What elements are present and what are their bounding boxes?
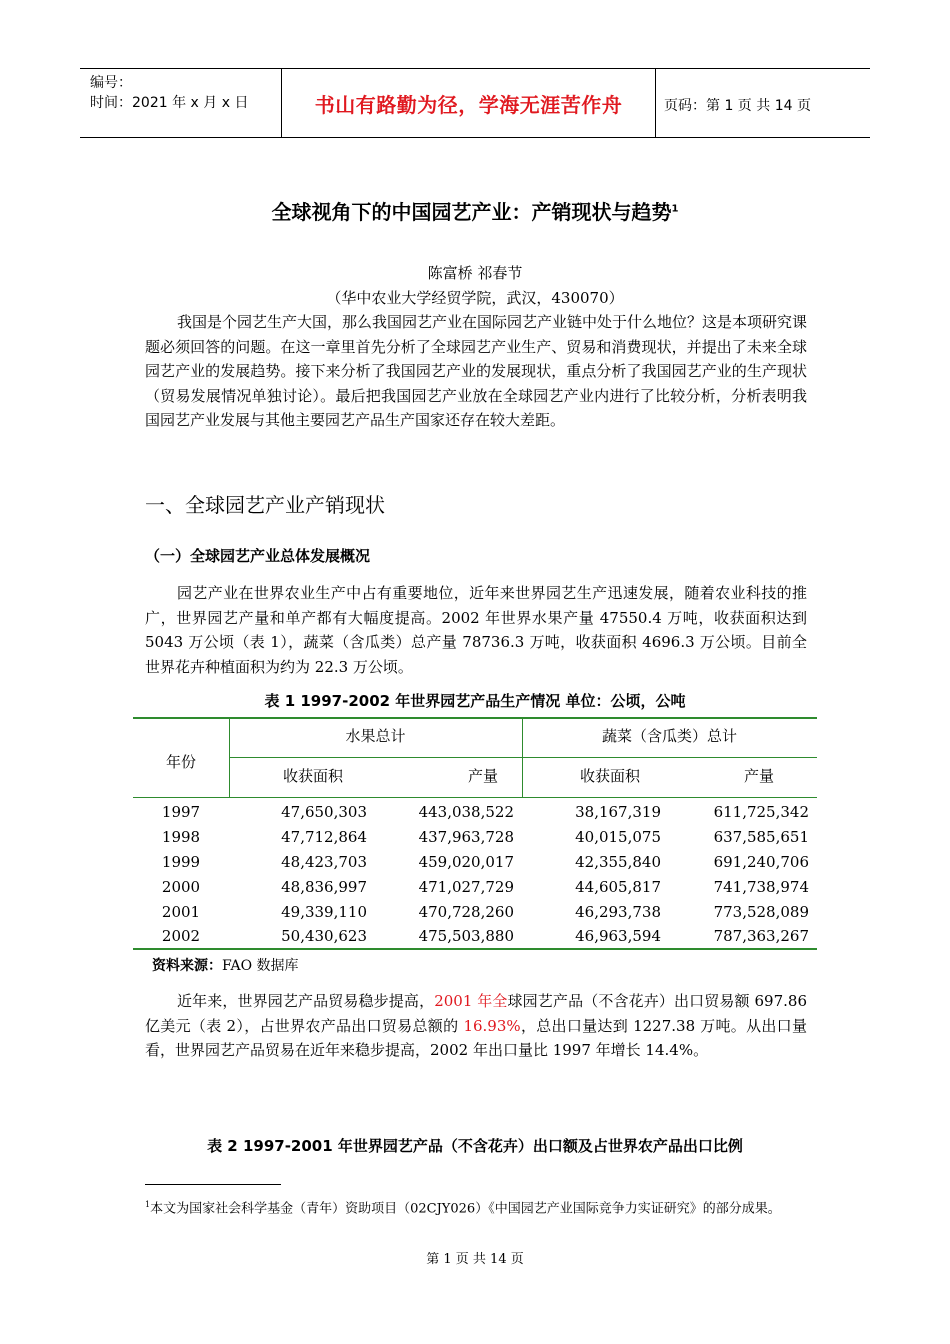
table1 bbox=[133, 717, 817, 950]
affiliation: （华中农业大学经贸学院，武汉，430070） bbox=[326, 289, 624, 307]
veg-prod-cell: 611,725,342 bbox=[713, 803, 809, 821]
fruit-prod-cell: 437,963,728 bbox=[418, 828, 514, 846]
fruit-area-cell: 47,712,864 bbox=[281, 828, 367, 846]
veg-area-cell: 40,015,075 bbox=[575, 828, 661, 846]
year-cell: 2001 bbox=[161, 903, 201, 921]
year-header: 年份 bbox=[165, 753, 196, 771]
production-paragraph: 园艺产业在世界农业生产中占有重要地位，近年来世界园艺生产迅速发展，随着农业科技的推广，世界园艺产量和单产都有大幅度提高。2002 年世界水果产量 47550.4 万吨，收获面积达到 5043 万公顷（表 1），蔬菜（含瓜类）总产量 78736.3 万吨，收获面积 4696.3 万公顷。目前全世界花卉种植面积为约为 22.3 万公顷。 bbox=[145, 584, 807, 676]
fruit-prod-cell: 470,728,260 bbox=[418, 903, 514, 921]
veg-prod-cell: 773,528,089 bbox=[713, 903, 809, 921]
trade-highlight-share: 16.93% bbox=[463, 1016, 521, 1035]
veg-area-cell: 44,605,817 bbox=[575, 878, 661, 896]
fruit-prod-cell: 475,503,880 bbox=[418, 927, 514, 945]
header-meta bbox=[90, 73, 248, 113]
authors: 陈富桥 祁春节 bbox=[427, 264, 523, 282]
veg-prod-header: 产量 bbox=[743, 767, 774, 785]
year-cell: 1999 bbox=[161, 853, 201, 871]
number-label: 编号： bbox=[90, 75, 132, 91]
source-value: FAO 数据库 bbox=[222, 958, 299, 974]
veg-prod-cell: 637,585,651 bbox=[713, 828, 809, 846]
veg-prod-cell: 787,363,267 bbox=[713, 927, 809, 945]
fruit-area-cell: 49,339,110 bbox=[281, 903, 367, 921]
footnote-separator bbox=[145, 1184, 281, 1185]
fruit-prod-cell: 459,020,017 bbox=[418, 853, 514, 871]
veg-area-cell: 46,963,594 bbox=[575, 927, 661, 945]
document-header bbox=[80, 68, 870, 138]
header-page-label: 页码：第 1 页 共 14 页 bbox=[664, 98, 811, 114]
table-row bbox=[133, 927, 817, 952]
document-title bbox=[0, 196, 950, 225]
veg-area-cell: 46,293,738 bbox=[575, 903, 661, 921]
fruit-prod-header: 产量 bbox=[467, 767, 498, 785]
fruit-area-cell: 48,836,997 bbox=[281, 878, 367, 896]
fruit-area-cell: 50,430,623 bbox=[281, 927, 367, 945]
year-cell: 2000 bbox=[161, 878, 201, 896]
footnote-text: 本文为国家社会科学基金（青年）资助项目（02CJY026）《中国园艺产业国际竞争力实证研究》的部分成果。 bbox=[150, 1201, 781, 1217]
title-text: 全球视角下的中国园艺产业：产销现状与趋势 bbox=[271, 200, 672, 224]
veg-area-cell: 42,355,840 bbox=[575, 853, 661, 871]
page-number: 第 1 页 共 14 页 bbox=[426, 1252, 524, 1267]
header-motto: 书山有路勤为径，学海无涯苦作舟 bbox=[314, 92, 623, 117]
table-row bbox=[133, 803, 817, 828]
header-motto-box bbox=[281, 69, 656, 137]
source-label: 资料来源： bbox=[152, 958, 222, 974]
fruit-group-header: 水果总计 bbox=[345, 727, 406, 745]
table1-source bbox=[152, 955, 299, 975]
footnote bbox=[145, 1196, 807, 1217]
table-divider bbox=[229, 757, 817, 758]
trade-paragraph bbox=[145, 989, 807, 1063]
table1-caption: 表 1 1997-2002 年世界园艺产品生产情况 单位：公顷，公吨 bbox=[264, 692, 686, 710]
table-row bbox=[133, 878, 817, 903]
veg-area-cell: 38,167,319 bbox=[575, 803, 661, 821]
table-divider bbox=[133, 797, 817, 798]
vegetable-group-header: 蔬菜（含瓜类）总计 bbox=[601, 727, 737, 745]
veg-prod-cell: 691,240,706 bbox=[713, 853, 809, 871]
trade-text-2: 球园艺产品（不含花卉）出口贸易额 697.86 亿美元（表 2），占世界农产品出口贸易总额的 bbox=[145, 992, 807, 1035]
title-footnote-mark: 1 bbox=[671, 203, 679, 215]
table-row bbox=[133, 853, 817, 878]
table-row bbox=[133, 828, 817, 853]
section-heading-1: 一、全球园艺产业产销现状 bbox=[145, 493, 385, 517]
date-label: 时间：2021 年 x 月 x 日 bbox=[90, 95, 249, 111]
table-row bbox=[133, 903, 817, 928]
veg-area-header: 收获面积 bbox=[579, 767, 640, 785]
intro-paragraph: 我国是个园艺生产大国，那么我国园艺产业在国际园艺产业链中处于什么地位？这是本项研究课题必须回答的问题。在这一章里首先分析了全球园艺产业生产、贸易和消费现状，并提出了未来全球园艺产业的发展趋势。接下来分析了我国园艺产业的发展现状，重点分析了我国园艺产业的生产现状（贸易发展情况单独讨论）。最后把我国园艺产业放在全球园艺产业内进行了比较分析，分析表明我国园艺产业发展与其他主要园艺产品生产国家还存在较大差距。 bbox=[145, 313, 808, 429]
trade-highlight-year: 2001 年全 bbox=[434, 992, 508, 1010]
fruit-prod-cell: 471,027,729 bbox=[418, 878, 514, 896]
fruit-area-cell: 47,650,303 bbox=[281, 803, 367, 821]
fruit-area-cell: 48,423,703 bbox=[281, 853, 367, 871]
trade-text-3: ，总出口量达到 1227.38 万吨。从出口量看，世界园艺产品贸易在近年来稳步提高，2002 年出口量比 1997 年增长 14.4%。 bbox=[145, 1016, 807, 1059]
veg-prod-cell: 741,738,974 bbox=[713, 878, 809, 896]
fruit-prod-cell: 443,038,522 bbox=[418, 803, 514, 821]
year-cell: 1997 bbox=[161, 803, 201, 821]
trade-text-1: 近年来，世界园艺产品贸易稳步提高， bbox=[177, 992, 435, 1010]
year-cell: 2002 bbox=[161, 927, 201, 945]
subsection-heading-1: （一）全球园艺产业总体发展概况 bbox=[145, 547, 371, 565]
footnote-mark: 1 bbox=[145, 1200, 151, 1209]
year-cell: 1998 bbox=[161, 828, 201, 846]
table2-caption: 表 2 1997-2001 年世界园艺产品（不含花卉）出口额及占世界农产品出口比例 bbox=[207, 1137, 743, 1155]
fruit-area-header: 收获面积 bbox=[282, 767, 343, 785]
